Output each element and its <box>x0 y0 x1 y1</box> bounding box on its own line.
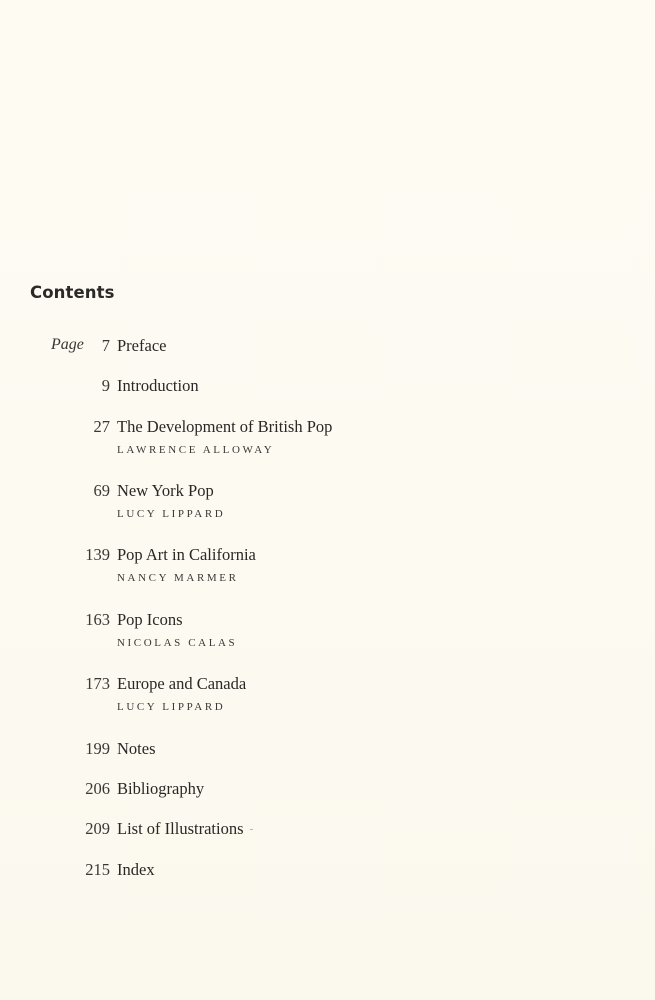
toc-entry-preface <box>0 336 400 376</box>
toc-author: NANCY MARMER <box>117 572 239 584</box>
toc-title: Preface <box>117 336 167 355</box>
paper-speck <box>250 829 253 830</box>
toc-title: Pop Art in California <box>117 545 256 564</box>
toc-page-number: 9 <box>101 376 110 395</box>
toc-author: LUCY LIPPARD <box>117 508 226 520</box>
toc-title: Pop Icons <box>117 610 183 629</box>
toc-title: Bibliography <box>117 779 205 798</box>
toc-title: Index <box>117 860 155 879</box>
toc-entry-index <box>0 860 400 900</box>
toc-author: NICOLAS CALAS <box>117 637 238 649</box>
toc-page-number: 173 <box>85 674 110 693</box>
toc-title: Notes <box>117 739 156 758</box>
page-column-label: Page <box>51 336 84 353</box>
toc-entry-notes <box>0 739 400 779</box>
toc-page-number: 199 <box>85 739 110 758</box>
toc-page-number: 27 <box>93 417 110 436</box>
toc-page-number: 69 <box>93 481 110 500</box>
toc-page-number: 209 <box>85 819 110 838</box>
toc-page-number: 206 <box>85 779 110 798</box>
toc-author: LAWRENCE ALLOWAY <box>117 444 275 456</box>
toc-title: Introduction <box>117 376 199 395</box>
toc-title: The Development of British Pop <box>117 417 333 436</box>
toc-entry-introduction <box>0 376 400 416</box>
toc-entry-list-of-illustrations <box>0 819 400 859</box>
toc-page-number: 215 <box>85 860 110 879</box>
toc-entry-new-york-pop <box>0 481 400 541</box>
toc-page-number: 139 <box>85 545 110 564</box>
toc-entry-pop-icons <box>0 610 400 670</box>
toc-entry-europe-canada <box>0 674 400 734</box>
toc-entry-california <box>0 545 400 605</box>
toc-page-number: 7 <box>101 336 110 355</box>
toc-page-number: 163 <box>85 610 110 629</box>
toc-title: New York Pop <box>117 481 214 500</box>
toc-author: LUCY LIPPARD <box>117 701 226 713</box>
toc-title: List of Illustrations <box>117 819 244 838</box>
toc-entry-bibliography <box>0 779 400 819</box>
contents-heading: Contents <box>30 283 115 302</box>
toc-entry-british-pop <box>0 417 400 477</box>
toc-title: Europe and Canada <box>117 674 247 693</box>
